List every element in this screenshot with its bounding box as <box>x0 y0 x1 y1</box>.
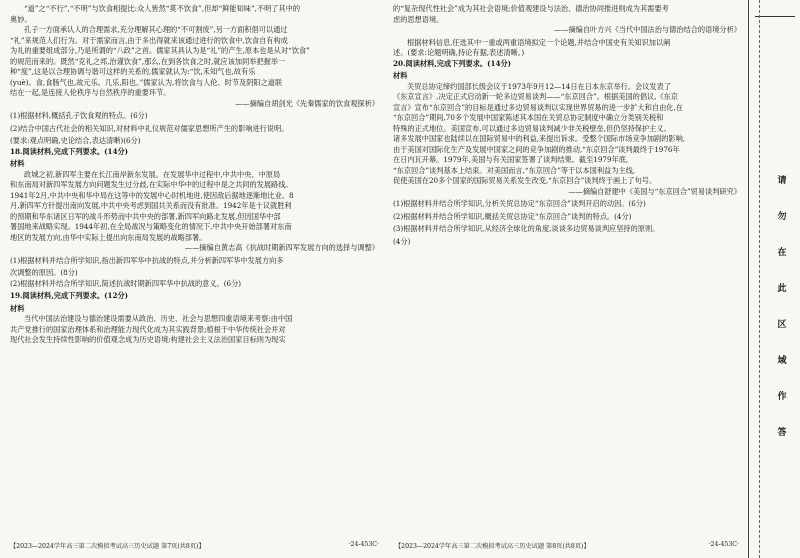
lines2-line: 月,新四军方针提出南向发展,中共中央考虑到国共关系而没有批准。1942年是十议就胜利 <box>10 201 292 210</box>
mat2: 材料 <box>10 303 25 313</box>
lines3-line: 共产党推行的国家治理体系和治理能力现代化成为其实践背景;植根于中华传统社会并对 <box>10 324 286 334</box>
lines3-line: 《东京宣言》,决定正式启动新一轮多边贸易谈判——“东京回合”。根据美国的倡议,《东京 <box>393 92 679 101</box>
lines2-line: 的预期和华东诸区日军的战斗形势而中共中央的部署,新四军向路北发展,但因国华中部 <box>10 211 281 221</box>
lines-line: 的规范而来的。既然“克礼之邦,治谨饮食”,那么,在到各饮食之时,就应该加同举把握举一 <box>10 56 286 66</box>
right-page-footer <box>395 541 739 550</box>
lines3-line: 诸多发展中国家也陆续以在国际贸易中的利益,来提出诉求。受整个国际市场竞争加剧的影响, <box>393 134 686 143</box>
lines3-line: 现代社会发生持续性影响的价值观念成为历史语境;构建社会主义法治国家目标则为现实 <box>10 335 286 344</box>
lines3-line: 关贸总协定缔约国部长级会议于1973年9月12—14日在日本东京举行。会议发表了 <box>407 81 671 91</box>
lines-line: “道”之“不行”,“不明”与饮食相提比:众人皆然“莫不饮食”,但却“鲜能知味”,不明了其中的 <box>24 4 301 13</box>
notice-char: 区 <box>777 320 787 330</box>
src2: ——摘编自黄志高《抗战时期新四军发展方向的选择与调整》 <box>184 243 379 252</box>
footer-code: ·24-453C· <box>348 541 379 548</box>
left-page <box>0 0 385 558</box>
q3b: (4分) <box>393 236 411 246</box>
lines-line: 孔子一方面承认人的合理需求,充分理解其心理的“不可割废”,另一方面积倡可以通过 <box>24 25 288 34</box>
lines3-line: 促使美国在20多个国家的国际贸易关系发生改变,“东京回合”谈判终于画上了句号。 <box>393 176 657 185</box>
notice-char: 作 <box>777 392 787 402</box>
q3: (3)根据材料并结合所学知识,从经济全球化的角度,谈谈多边贸易谈判应坚持的原则。 <box>393 224 660 233</box>
lines3-line: “东京回合”谈判基本上结束。对美国而言,“东京回合”等于以本国利益为主线, <box>393 165 636 175</box>
footer-title: 【2023—2024学年高三第二次模拟考试高三历史试题 第8页(共8页)】 <box>395 543 590 550</box>
footer-title: 【2023—2024学年高三第二次模拟考试高三历史试题 第7页(共8页)】 <box>10 543 205 550</box>
lines-line: 奥妙。 <box>10 14 32 24</box>
lines3-line: 当代中国法治建设与德治建设需要从政治、历史、社会与思想四重语境来考察:由中国 <box>24 314 293 323</box>
lines-line: 结在一起,是连接人伦秩序与自然秩序的重要环节。 <box>10 88 171 97</box>
lines3-line: “东京回合”期间,70多个发展中国家陈述其本国在关贸总协定制度中确立分类别关税和 <box>393 113 664 122</box>
lines2-line: 政城之初,新四军主要在长江南岸新东发展。在发展华中过程中,中共中央、中原局 <box>24 169 281 179</box>
notice-char: 请 <box>777 176 787 186</box>
q19: 19.阅读材料,完成下列要求。(12分) <box>10 291 129 300</box>
q20: 20.阅读材料,完成下列要求。(14分) <box>393 58 512 68</box>
src1: ——摘编自叶方兴《当代中国法治与德治结合的语境分析》 <box>554 25 741 34</box>
cut-line <box>759 0 760 558</box>
lines2-line: 和东南局对新四军发展方向问题发生过分歧,在实际中华中的过程中是之共同的发展路线。 <box>10 180 293 189</box>
notice-char: 在 <box>777 248 787 258</box>
lines2-line: 1941年2月,中共中央和华中局在这等中的发展中心时机地进,使因敌后据地逐渐地比业。8 <box>10 190 294 200</box>
q18: 18.阅读材料,完成下列要求。(14分) <box>10 146 129 156</box>
lines-line: (yuè)。食,食肠气也,故元乐。几乐,阳也。”儒家认为,将饮食与人伦、时节及阴阳之道联 <box>10 77 283 87</box>
notice-char: 此 <box>777 284 787 294</box>
lines3-line: 宣言》宣布“东京回合”的目标是通过多边贸易谈判以实现世界贸易的进一步扩大和自由化,在 <box>393 102 683 112</box>
lines3-line: 在日内瓦开幕。1979年,美国与有关国家签署了谈判结果。截至1979年底, <box>393 155 629 164</box>
lines2-line: 地区的发展方向,由华中实际上提出向东南局发展的战略部署。 <box>10 232 207 242</box>
mat: 材料 <box>393 71 408 80</box>
q1: (1)根据材料,概括孔子饮食观的特点。(6分) <box>10 111 148 120</box>
mat: 材料 <box>10 159 25 168</box>
lines3-line: 特殊的正式地位。美国宣布,可以通过多边贸易谈判减少非关税壁垒,但仍坚持保护主义。 <box>393 123 671 133</box>
q2b: (要求:观点明确,史论结合,表达清晰)(6分) <box>10 136 141 145</box>
lines2-line: 根据材料信息,任选其中一重或两重语境拟定一个论题,并结合中国史有关知识加以阐 <box>407 37 671 47</box>
binding-margin <box>748 0 800 558</box>
margin-header-rule <box>755 4 795 17</box>
q2: (2)结合中国古代社会的相关知识,对材料中礼仪规范对儒家思想所产生的影响进行说明。 <box>10 123 289 133</box>
notice-char: 答 <box>777 428 787 438</box>
lines2-line: 署国地来战略实现。1944年初,在全局战况与策略变化的情况下,中共中央开始部署对东南 <box>10 222 292 231</box>
q18-1b: 次调整的原因。(8分) <box>10 268 78 277</box>
right-page <box>385 0 745 558</box>
q1: (1)根据材料并结合所学知识,分析关贸总协定“东京回合”谈判开启的动因。(6分) <box>393 199 646 208</box>
lines-line: 种“度”,这是以合理协调与谐可这样的关系的,儒家就认为:“饮,禾知气也,故有乐 <box>10 67 256 76</box>
lines2-line: 述。(要求:论题明确,持论有据,表述清晰。) <box>393 48 525 57</box>
q18-1: (1)根据材料并结合所学知识,指出新四军华中抗战的特点,并分析新四军华中发展方向多 <box>10 255 284 265</box>
lines-line: 为礼的重要组成部分,乃是所谓的“八政”之首。儒家其具认为是“礼”的产生,原本也是从对“饮食” <box>10 46 310 55</box>
notice-char: 勿 <box>777 212 787 222</box>
lines3-line: 由于美国对国际化生产及发展中国家之间的竞争加剧的推动,“东京回合”谈判最终于1976年 <box>393 144 680 154</box>
lines-line: 的“复杂现代性社会”成为其社会语境;价值观建设与法治、德治协同推进则成为其需要考 <box>393 4 669 13</box>
src1: ——摘编自胡剑光《先秦儒家的饮食观探析》 <box>235 98 379 108</box>
left-page-footer <box>10 541 379 550</box>
lines-line: “礼”来规范人们行为。对于需家而言,由于多出得就来该通过进行的饮食中,饮食自有构成 <box>10 35 288 45</box>
q18-2: (2)根据材料并结合所学知识,简述抗战时期新四军华中抗战的意义。(6分) <box>10 278 242 288</box>
q2: (2)根据材料并结合所学知识,概括关贸总协定“东京回合”谈判的特点。(4分) <box>393 211 632 221</box>
lines-line: 虑的思想语境。 <box>393 14 444 24</box>
src2: ——摘编自舒建中《美国与“东京回合”贸易谈判研究》 <box>568 186 741 196</box>
notice-char: 域 <box>777 356 787 366</box>
footer-code: ·24-453C· <box>708 541 739 548</box>
